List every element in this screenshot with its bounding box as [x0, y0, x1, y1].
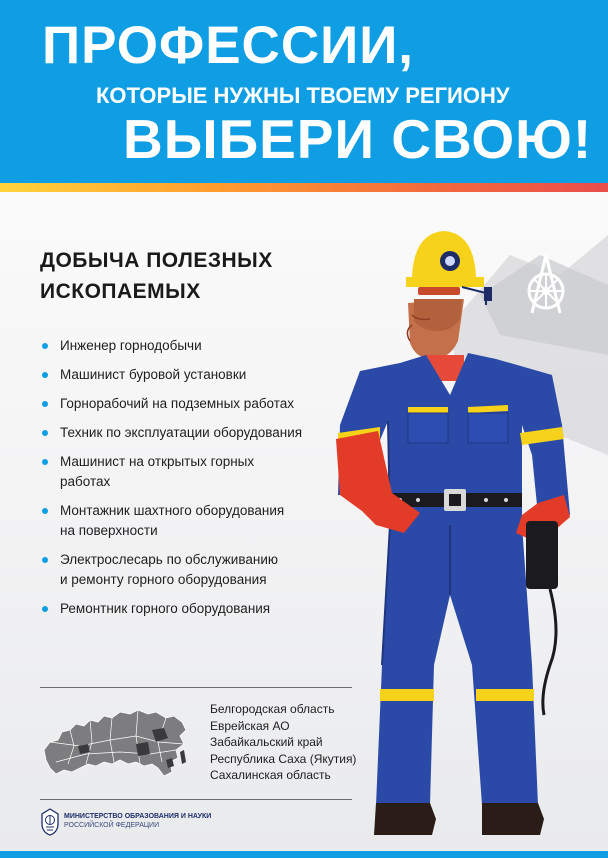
bullet-icon	[42, 557, 48, 563]
bullet-icon	[42, 401, 48, 407]
region-item: Забайкальский край	[210, 735, 323, 749]
profession-label: Монтажник шахтного оборудования на поверхности	[60, 503, 285, 538]
profession-label: Инженер горнодобычи	[60, 338, 202, 353]
region-item: Сахалинская область	[210, 768, 331, 782]
bullet-icon	[42, 372, 48, 378]
profession-item	[40, 394, 340, 414]
bullet-icon	[42, 430, 48, 436]
ministry-name: МИНИСТЕРСТВО ОБРАЗОВАНИЯ И НАУКИ	[64, 813, 212, 820]
profession-label: Горнорабочий на подземных работах	[60, 396, 295, 411]
profession-label: Техник по эксплуатации оборудования	[60, 425, 303, 440]
profession-label: Электрослесарь по обслуживанию и ремонту горного оборудования	[60, 552, 278, 587]
ministry-emblem-icon	[40, 808, 60, 836]
profession-list	[40, 336, 340, 619]
miner-illustration	[300, 195, 608, 851]
region-item: Еврейская АО	[210, 718, 290, 733]
profession-item	[40, 336, 340, 356]
profession-item	[40, 599, 340, 619]
profession-item	[40, 452, 340, 492]
profession-item	[40, 423, 340, 443]
profession-item	[40, 365, 340, 385]
footer-stripe	[0, 851, 608, 858]
profession-label: Ремонтник горного оборудования	[60, 601, 271, 616]
profession-item	[40, 501, 340, 541]
ministry-label	[64, 812, 211, 830]
region-item: Республика Саха (Якутия)	[210, 751, 357, 766]
region-item: Белгородская область	[210, 702, 335, 716]
bullet-icon	[42, 606, 48, 612]
header-subtitle: КОТОРЫЕ НУЖНЫ ТВОЕМУ РЕГИОНУ	[96, 83, 510, 108]
header-banner	[0, 0, 608, 183]
profession-label: Машинист буровой установки	[60, 367, 247, 382]
header-title-professions: ПРОФЕССИИ,	[42, 16, 415, 75]
bullet-icon	[42, 508, 48, 514]
profession-label: Машинист на открытых горных работах	[60, 454, 255, 489]
russia-map-icon	[40, 702, 190, 780]
gradient-accent-stripe	[0, 183, 608, 192]
ministry-country: РОССИЙСКОЙ ФЕДЕРАЦИИ	[64, 822, 160, 829]
bullet-icon	[42, 343, 48, 349]
section-title: ДОБЫЧА ПОЛЕЗНЫХ ИСКОПАЕМЫХ	[40, 249, 273, 303]
profession-item	[40, 550, 340, 590]
header-call-to-action: ВЫБЕРИ СВОЮ!	[123, 108, 593, 170]
bullet-icon	[42, 459, 48, 465]
